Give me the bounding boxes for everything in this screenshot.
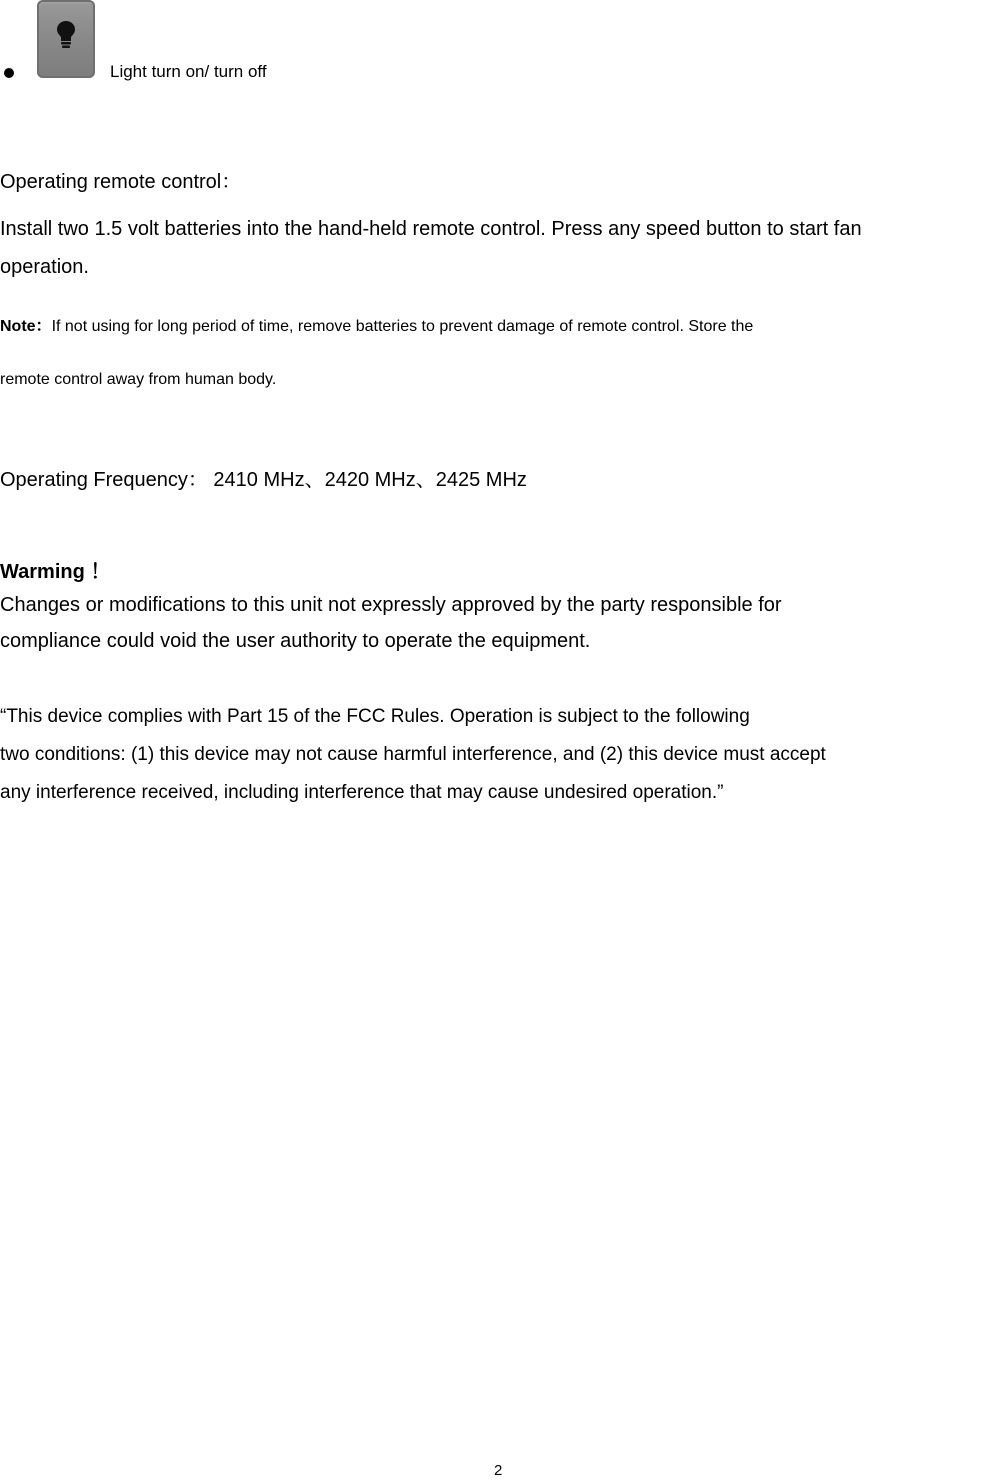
operating-frequency: Operating Frequency： 2410 MHz、2420 MHz、2425 MHz: [0, 469, 527, 491]
light-bulb-icon: [56, 20, 76, 50]
fcc-statement-line-3: any interference received, including interference that may cause undesired operation.”: [0, 782, 724, 803]
page-number: 2: [494, 1462, 503, 1479]
install-instructions-line-2: operation.: [0, 256, 89, 278]
fcc-statement-line-1: “This device complies with Part 15 of the FCC Rules. Operation is subject to the following: [0, 706, 750, 727]
note-text-1: If not using for long period of time, remove batteries to prevent damage of remote control. Store the: [51, 318, 754, 335]
note-line-1: [0, 313, 753, 336]
warning-text-line-1: Changes or modifications to this unit not expressly approved by the party responsible for: [0, 594, 782, 616]
note-line-2: remote control away from human body.: [0, 371, 277, 388]
remote-control-heading: Operating remote control：: [0, 171, 242, 193]
warning-text-line-2: compliance could void the user authority to operate the equipment.: [0, 630, 591, 652]
bullet-point: [4, 68, 14, 78]
light-button-image: [37, 0, 95, 78]
light-toggle-label: Light turn on/ turn off: [110, 62, 267, 81]
note-label: Note：: [0, 318, 52, 335]
warning-title: Warming ！: [0, 561, 111, 583]
install-instructions-line-1: Install two 1.5 volt batteries into the hand-held remote control. Press any speed button to start fan: [0, 218, 862, 240]
fcc-statement-line-2: two conditions: (1) this device may not cause harmful interference, and (2) this device must accept: [0, 744, 826, 765]
